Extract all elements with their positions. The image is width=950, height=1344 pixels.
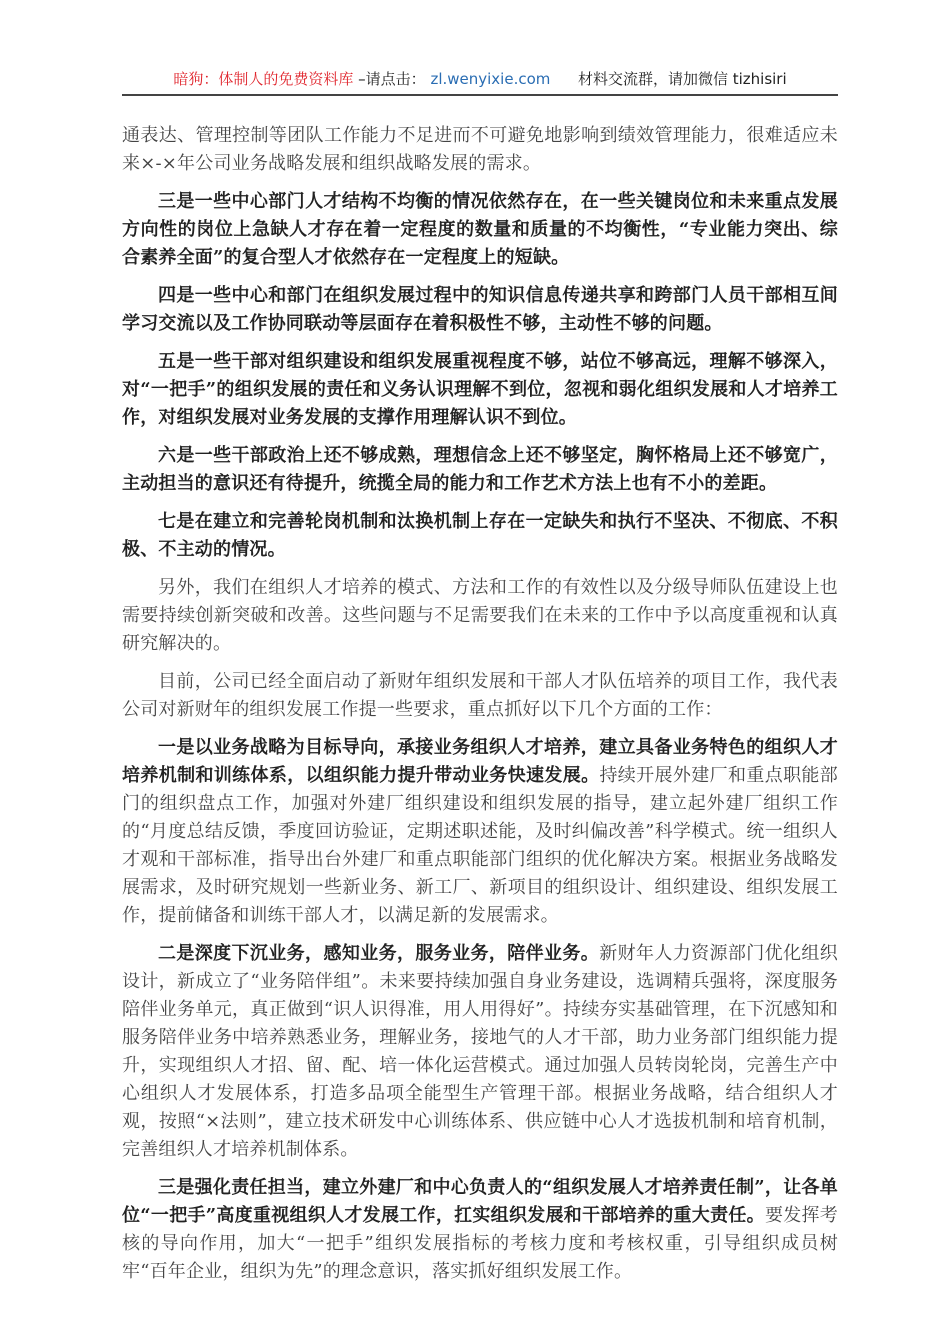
paragraph-issue-5: 五是一些干部对组织建设和组织发展重视程度不够，站位不够高远，理解不够深入，对“一把手”的组织发展的责任和义务认识理解不到位，忽视和弱化组织发展和人才培养工作，对组织发展对业务发展的支撑作用理解认识不到位。 bbox=[122, 351, 838, 428]
paragraph-issue-7: 七是在建立和完善轮岗机制和汰换机制上存在一定缺失和执行不坚决、不彻底、不积极、不主动的情况。 bbox=[122, 511, 838, 560]
page-header bbox=[122, 68, 838, 94]
document-body bbox=[122, 122, 838, 1296]
paragraph-issue-3: 三是一些中心部门人才结构不均衡的情况依然存在，在一些关键岗位和未来重点发展方向性的岗位上急缺人才存在着一定程度的数量和质量的不均衡性，“专业能力突出、综合素养全面”的复合型人才依然存在一定程度上的短缺。 bbox=[122, 191, 838, 268]
site-link[interactable]: zl.wenyixie.com bbox=[430, 70, 551, 88]
site-name: 暗狗：体制人的免费资料库 bbox=[173, 70, 354, 88]
paragraph-current: 目前，公司已经全面启动了新财年组织发展和干部人才队伍培养的项目工作，我代表公司对新财年的组织发展工作提一些要求，重点抓好以下几个方面的工作： bbox=[122, 671, 838, 720]
wechat-note: 材料交流群，请加微信 tizhisiri bbox=[577, 70, 787, 88]
paragraph-task-1: 一是以业务战略为目标导向，承接业务组织人才培养，建立具备业务特色的组织人才培养机制和训练体系，以组织能力提升带动业务快速发展。持续开展外建厂和重点职能部门的组织盘点工作，加强对外建厂组织建设和组织发展的指导，建立起外建厂组织工作的“月度总结反馈，季度回访验证，定期述职述能，及时纠偏改善”科学模式。统一组织人才观和干部标准，指导出台外建厂和重点职能部门组织的优化解决方案。根据业务战略发展需求，及时研究规划一些新业务、新工厂、新项目的组织设计、组织建设、组织发展工作，提前储备和训练干部人才，以满足新的发展需求。 bbox=[122, 737, 838, 926]
paragraph-additionally: 另外，我们在组织人才培养的模式、方法和工作的有效性以及分级导师队伍建设上也需要持续创新突破和改善。这些问题与不足需要我们在未来的工作中予以高度重视和认真研究解决的。 bbox=[122, 577, 838, 654]
click-prompt: –请点击： bbox=[358, 70, 426, 88]
header-divider bbox=[122, 94, 838, 96]
paragraph-task-3: 三是强化责任担当，建立外建厂和中心负责人的“组织发展人才培养责任制”，让各单位“一把手”高度重视组织人才发展工作，扛实组织发展和干部培养的重大责任。要发挥考核的导向作用，加大“一把手”组织发展指标的考核力度和考核权重，引导组织成员树牢“百年企业，组织为先”的理念意识，落实抓好组织发展工作。 bbox=[122, 1177, 838, 1282]
paragraph-issue-4: 四是一些中心和部门在组织发展过程中的知识信息传递共享和跨部门人员干部相互间学习交流以及工作协同联动等层面存在着积极性不够，主动性不够的问题。 bbox=[122, 285, 838, 334]
paragraph-task-2: 二是深度下沉业务，感知业务，服务业务，陪伴业务。新财年人力资源部门优化组织设计，新成立了“业务陪伴组”。未来要持续加强自身业务建设，选调精兵强将，深度服务陪伴业务单元，真正做到“识人识得准，用人用得好”。持续夯实基础管理，在下沉感知和服务陪伴业务中培养熟悉业务，理解业务，接地气的人才干部，助力业务部门组织能力提升，实现组织人才招、留、配、培一体化运营模式。通过加强人员转岗轮岗，完善生产中心组织人才发展体系，打造多品项全能型生产管理干部。根据业务战略，结合组织人才观，按照“×法则”，建立技术研发中心训练体系、供应链中心人才选拔机制和培育机制，完善组织人才培养机制体系。 bbox=[122, 943, 838, 1160]
paragraph-continued: 通表达、管理控制等团队工作能力不足进而不可避免地影响到绩效管理能力，很难适应未来×-×年公司业务战略发展和组织战略发展的需求。 bbox=[122, 125, 838, 174]
paragraph-issue-6: 六是一些干部政治上还不够成熟，理想信念上还不够坚定，胸怀格局上还不够宽广，主动担当的意识还有待提升，统揽全局的能力和工作艺术方法上也有不小的差距。 bbox=[122, 445, 838, 494]
